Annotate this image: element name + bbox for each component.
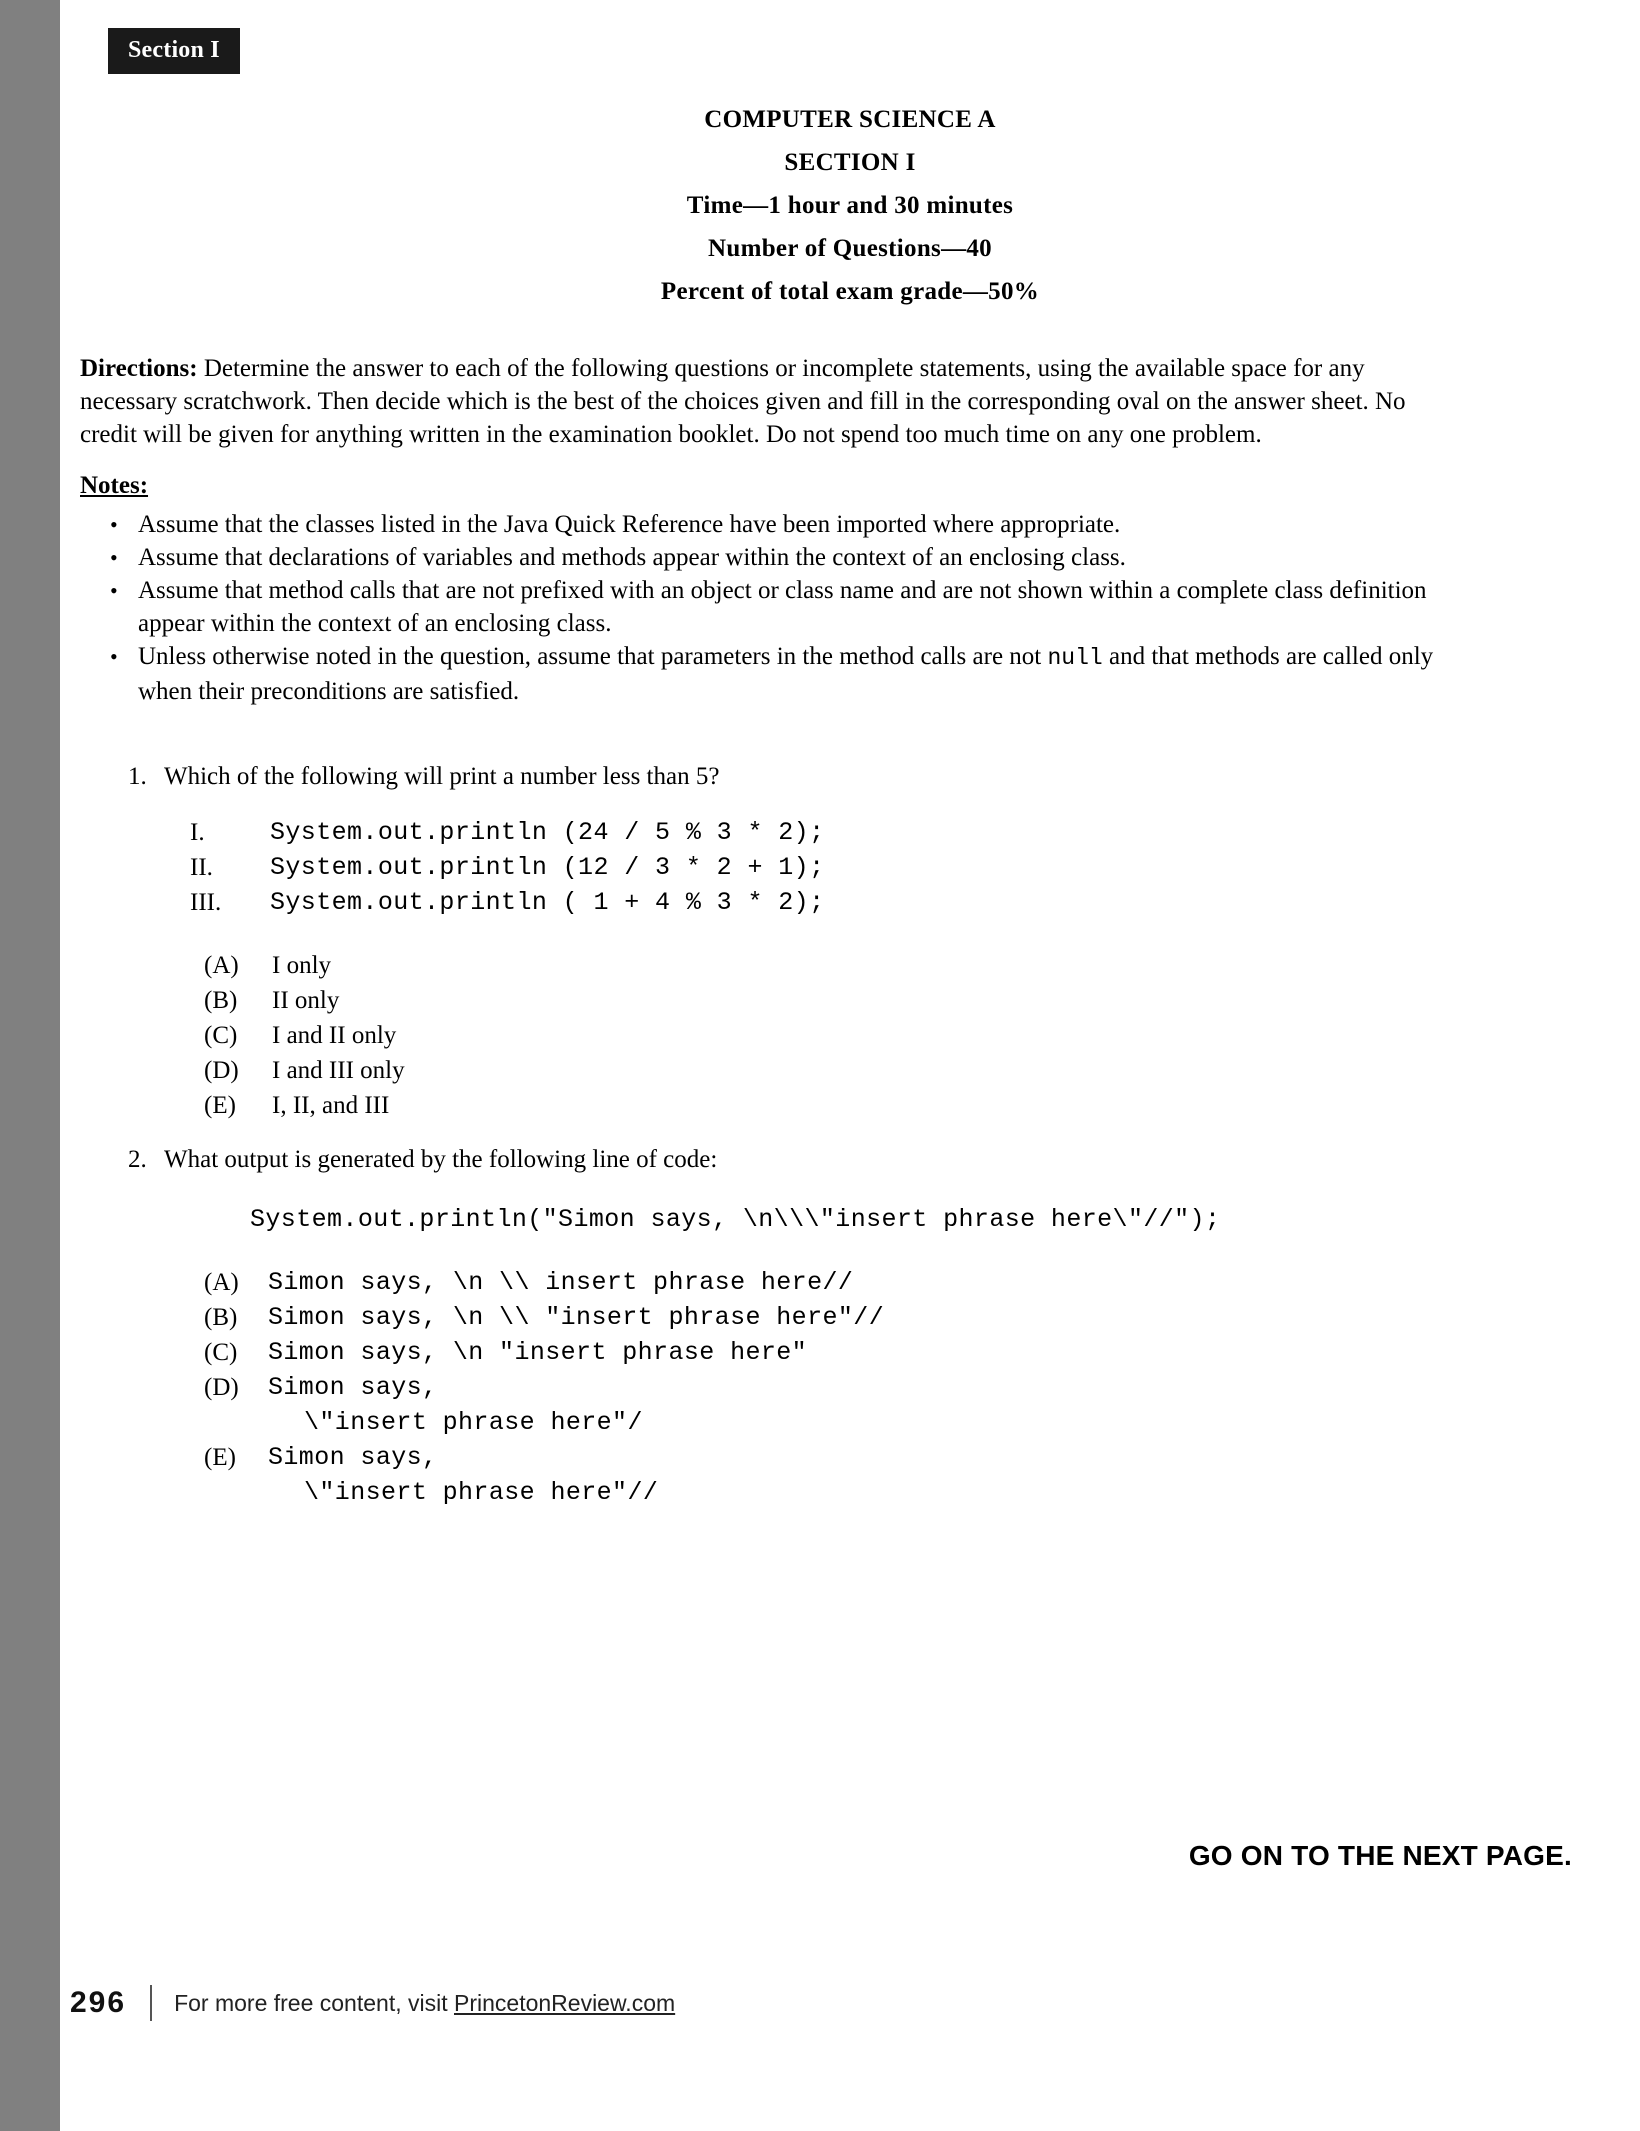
choice-a-text: Simon says, \n \\ insert phrase here// xyxy=(268,1268,854,1297)
note-item xyxy=(80,640,1440,708)
choice-d-text xyxy=(164,1370,1480,1440)
note-item-text: Assume that the classes listed in the Java Quick Reference have been imported where appropriate. xyxy=(138,511,1121,538)
choice-e-label: (E) xyxy=(204,1444,236,1471)
notes-list xyxy=(80,508,1440,708)
question-1 xyxy=(80,760,1480,1123)
choice-d-line1: Simon says, xyxy=(268,1373,438,1402)
choice-a-label: (A) xyxy=(204,1269,239,1296)
page-footer xyxy=(70,1985,675,2021)
roman-code: System.out.println (12 / 3 * 2 + 1); xyxy=(270,853,825,882)
note-item-text-before: Unless otherwise noted in the question, assume that parameters in the method calls are not xyxy=(138,643,1048,670)
question-2-number: 2. xyxy=(128,1146,147,1173)
bullet-icon: • xyxy=(110,512,118,537)
roman-item xyxy=(164,850,1480,885)
go-on-notice: GO ON TO THE NEXT PAGE. xyxy=(1188,1840,1572,1871)
choice-b[interactable] xyxy=(164,1300,1480,1335)
choice-c-text: Simon says, \n "insert phrase here" xyxy=(268,1338,808,1367)
heading-line-section: SECTION I xyxy=(784,149,916,176)
directions-body: Determine the answer to each of the following questions or incomplete statements, using the available space for any necessary scratchwork. Then decide which is the best of the choices given and fill in the corresponding oval on the answer sheet. No credit will be given for anything written in the examination booklet. Do not spend too much time on any one problem. xyxy=(80,355,1406,448)
roman-item xyxy=(164,815,1480,850)
document-page xyxy=(60,0,1640,2131)
heading-line-title: COMPUTER SCIENCE A xyxy=(704,106,996,133)
question-2 xyxy=(80,1143,1480,1510)
heading-line-percent: Percent of total exam grade—50% xyxy=(660,278,1040,305)
question-2-stem-text: What output is generated by the following line of code: xyxy=(164,1146,718,1173)
roman-label: II. xyxy=(190,854,213,881)
bullet-icon: • xyxy=(110,578,118,603)
notes-title: Notes: xyxy=(80,472,149,499)
choice-b-label: (B) xyxy=(204,1304,238,1331)
directions-paragraph xyxy=(80,352,1420,451)
choice-d-label: (D) xyxy=(204,1057,239,1084)
roman-label: I. xyxy=(190,819,205,846)
question-2-choices xyxy=(80,1265,1480,1510)
note-item-text: Assume that declarations of variables and methods appear within the context of an enclosing class. xyxy=(138,544,1126,571)
footer-credit-link[interactable]: PrincetonReview.com xyxy=(454,1989,676,2016)
choice-c-label: (C) xyxy=(204,1339,238,1366)
choice-c-label: (C) xyxy=(204,1022,238,1049)
choice-a[interactable] xyxy=(164,1265,1480,1300)
question-1-roman-list xyxy=(80,815,1480,920)
bullet-icon: • xyxy=(110,545,118,570)
question-2-code-line: System.out.println("Simon says, \n\\\"insert phrase here\"//"); xyxy=(250,1205,1221,1234)
section-tab xyxy=(108,28,240,74)
question-2-stem-row xyxy=(80,1143,1480,1176)
heading-line-time: Time—1 hour and 30 minutes xyxy=(686,192,1014,219)
footer-divider xyxy=(150,1985,152,2021)
choice-e[interactable] xyxy=(164,1440,1480,1510)
choice-b-text: Simon says, \n \\ "insert phrase here"// xyxy=(268,1303,885,1332)
choice-d[interactable] xyxy=(164,1053,1480,1088)
choice-d-label: (D) xyxy=(204,1374,239,1401)
choice-a-label: (A) xyxy=(204,952,239,979)
heading-line-question-count: Number of Questions—40 xyxy=(708,235,992,262)
choice-e-line1: Simon says, xyxy=(268,1443,438,1472)
directions-label: Directions: xyxy=(80,355,198,382)
roman-item xyxy=(164,885,1480,920)
bullet-icon: • xyxy=(110,644,118,669)
choice-b-label: (B) xyxy=(204,987,238,1014)
choice-b-text: II only xyxy=(272,987,340,1014)
choice-e[interactable] xyxy=(164,1088,1480,1123)
question-1-choices xyxy=(80,948,1480,1123)
choice-e-line2: \"insert phrase here"// xyxy=(304,1478,659,1507)
choice-e-text xyxy=(164,1440,1480,1510)
page-number: 296 xyxy=(70,1986,127,2019)
question-1-stem-row xyxy=(80,760,1480,793)
note-item xyxy=(80,541,1440,574)
footer-credit xyxy=(174,1990,675,2017)
notes-block xyxy=(80,470,1440,708)
note-item-text: Assume that method calls that are not prefixed with an object or class name and are not shown within a complete class definition appear within the context of an enclosing class. xyxy=(138,577,1427,637)
question-1-stem-text: Which of the following will print a number less than 5? xyxy=(164,763,720,790)
choice-c[interactable] xyxy=(164,1335,1480,1370)
choice-b[interactable] xyxy=(164,983,1480,1018)
note-item xyxy=(80,574,1440,640)
roman-code: System.out.println ( 1 + 4 % 3 * 2); xyxy=(270,888,825,917)
choice-c[interactable] xyxy=(164,1018,1480,1053)
left-margin-bar xyxy=(0,0,60,2131)
note-inline-code: null xyxy=(1047,645,1103,671)
choice-a-text: I only xyxy=(272,952,332,979)
roman-label: III. xyxy=(190,889,222,916)
choice-d[interactable] xyxy=(164,1370,1480,1440)
choice-a[interactable] xyxy=(164,948,1480,983)
question-1-number: 1. xyxy=(128,763,147,790)
exam-heading-block xyxy=(60,98,1640,313)
note-item-text-after: and that methods are called only when their preconditions are satisfied. xyxy=(138,643,1434,705)
footer-credit-prefix: For more free content, visit xyxy=(174,1989,454,2016)
choice-e-label: (E) xyxy=(204,1092,236,1119)
choice-d-line2: \"insert phrase here"/ xyxy=(304,1408,643,1437)
section-tab-label: Section I xyxy=(128,37,220,63)
choice-e-text: I, II, and III xyxy=(272,1092,390,1119)
note-item xyxy=(80,508,1440,541)
roman-code: System.out.println (24 / 5 % 3 * 2); xyxy=(270,818,825,847)
choice-d-text: I and III only xyxy=(272,1057,405,1084)
choice-c-text: I and II only xyxy=(272,1022,397,1049)
